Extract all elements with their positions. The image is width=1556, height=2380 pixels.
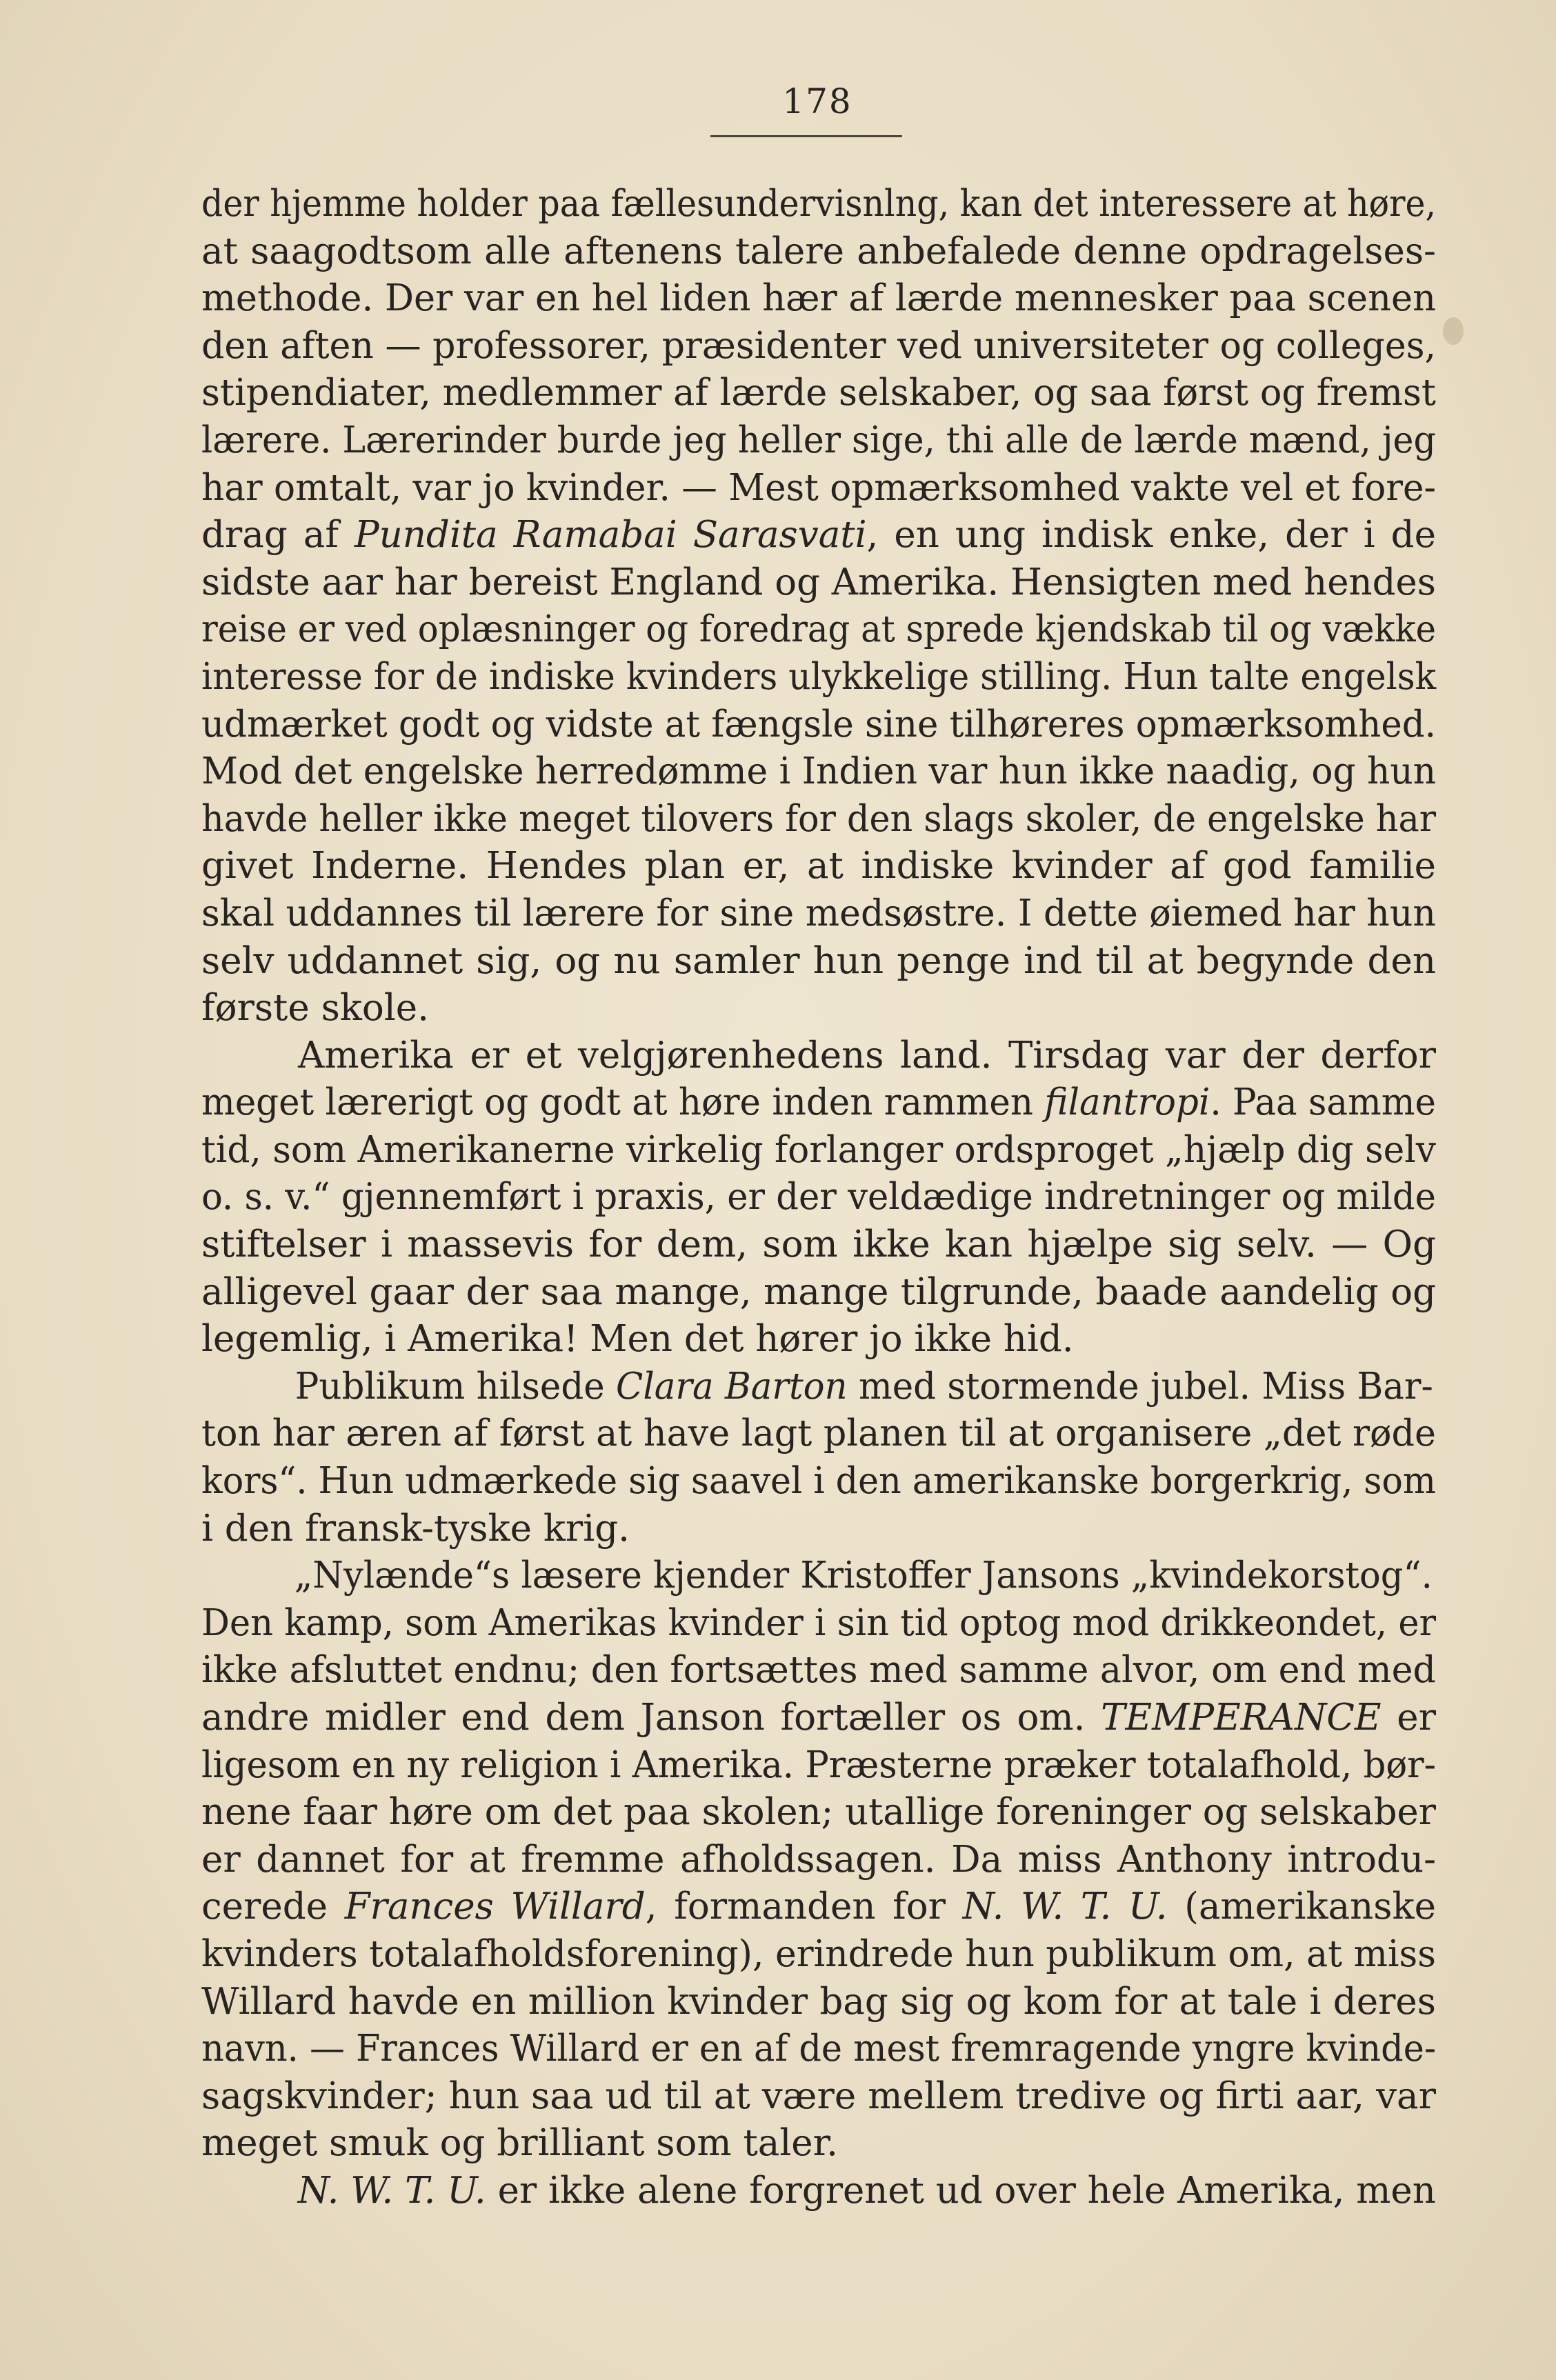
header-rule — [710, 135, 902, 137]
text-segment: Mod det engelske herredømme i Indien var hun ikke naadig, og hun — [201, 750, 1437, 793]
text-line — [201, 796, 1437, 843]
emphasized-text: Pundita Ramabai Sarasvati — [354, 514, 867, 557]
page-number: 178 — [782, 81, 852, 121]
text-line — [201, 606, 1437, 654]
body-text — [201, 181, 1436, 2215]
text-segment: sagskvinder; hun saa ud til at være mellem tredive og firti aar, var — [201, 2074, 1436, 2117]
text-line — [201, 1221, 1436, 1269]
text-segment: at saagodtsom alle aftenens talere anbefalede denne opdragelses- — [201, 230, 1436, 272]
text-line — [201, 1931, 1436, 1979]
text-line — [201, 1174, 1436, 1221]
text-line — [201, 1694, 1436, 1742]
text-line — [201, 2120, 1436, 2168]
text-segment: havde heller ikke meget tilovers for den slags skoler, de engelske har — [201, 797, 1437, 840]
text-segment: Den kamp, som Amerikas kvinder i sin tid optog mod drikkeondet, er — [201, 1601, 1436, 1644]
emphasized-text: TEMPERANCE — [1101, 1697, 1382, 1739]
text-segment: legemlig, i Amerika! Men det hører jo ikke hid. — [201, 1318, 1074, 1361]
text-segment: methode. Der var en hel liden hær af lærde mennesker paa scenen — [201, 277, 1437, 320]
text-segment: givet Inderne. Hendes plan er, at indiske kvinder af god familie — [201, 845, 1437, 888]
text-segment: navn. — Frances Willard er en af de mest fremragende yngre kvinde- — [201, 2028, 1437, 2070]
text-line — [201, 701, 1436, 749]
text-segment: skal uddannes til lærere for sine medsøstre. I dette øiemed har hun — [201, 892, 1436, 934]
text-segment: stipendiater, medlemmer af lærde selskaber, og saa først og fremst — [201, 372, 1437, 414]
text-segment: (amerikanske — [1167, 1886, 1436, 1928]
text-segment: stiftelser i massevis for dem, som ikke kan hjælpe sig selv. — Og — [201, 1223, 1436, 1266]
text-line — [201, 370, 1437, 417]
emphasized-text: N. W. T. U. — [297, 2169, 486, 2212]
text-segment: cerede — [201, 1886, 345, 1928]
text-segment: er ikke alene forgrenet ud over hele Amerika, men — [486, 2169, 1436, 2212]
text-segment: drag af — [201, 514, 355, 557]
text-line — [201, 1837, 1436, 1884]
text-line — [201, 1410, 1436, 1458]
text-line — [201, 938, 1436, 986]
text-line — [201, 2026, 1437, 2073]
text-segment: er dannet for at fremme afholdssagen. Da miss Anthony introdu- — [201, 1838, 1437, 1881]
text-segment: har omtalt, var jo kvinder. — Mest opmærksomhed vakte vel et fore- — [201, 466, 1436, 509]
text-segment: lærere. Lærerinder burde jeg heller sige, thi alle de lærde mænd, jeg — [201, 419, 1436, 461]
text-line — [201, 1742, 1436, 1790]
emphasized-text: filantropi — [1044, 1081, 1210, 1124]
text-line — [201, 1883, 1436, 1931]
text-line — [201, 890, 1436, 938]
text-segment: meget smuk og brilliant som taler. — [201, 2122, 839, 2165]
text-segment: den aften — professorer, præsidenter ved universiteter og colleges, — [201, 324, 1437, 367]
text-line — [201, 417, 1436, 465]
text-segment: interesse for de indiske kvinders ulykkelige stilling. Hun talte engelsk — [201, 655, 1437, 698]
text-segment: sidste aar har bereist England og Amerika. Hensigten med hendes — [201, 561, 1436, 603]
text-line — [201, 1979, 1436, 2026]
text-segment: nene faar høre om det paa skolen; utallige foreninger og selskaber — [201, 1791, 1437, 1834]
text-line — [201, 1269, 1436, 1317]
text-segment: Amerika er et velgjørenhedens land. Tirsdag var der derfor — [298, 1034, 1437, 1077]
text-line — [201, 843, 1436, 890]
text-segment: . Paa samme — [1210, 1081, 1436, 1124]
text-line — [201, 1032, 1436, 1080]
text-segment: første skole. — [201, 987, 429, 1030]
text-line — [201, 1552, 1433, 1600]
text-line — [201, 654, 1437, 701]
text-segment: tid, som Amerikanerne virkelig forlanger ordsproget „hjælp dig selv — [201, 1128, 1437, 1171]
text-segment: med stormende jubel. Miss Bar- — [847, 1365, 1433, 1408]
text-segment: „Nylænde“s læsere kjender Kristoffer Jansons „kvindekorstog“. — [294, 1554, 1433, 1597]
text-segment: i den fransk-tyske krig. — [201, 1507, 630, 1550]
text-segment: udmærket godt og vidste at fængsle sine tilhøreres opmærksomhed. — [201, 703, 1436, 746]
text-segment: andre midler end dem Janson fortæller os om. — [201, 1697, 1101, 1739]
text-line — [201, 985, 1436, 1032]
text-line — [201, 181, 1437, 228]
text-line — [201, 559, 1434, 607]
text-line — [201, 1458, 1436, 1506]
text-segment: ikke afsluttet endnu; den fortsættes med samme alvor, om end med — [201, 1649, 1436, 1692]
text-segment: ligesom en ny religion i Amerika. Præsterne præker totalafhold, bør- — [201, 1743, 1436, 1786]
text-line — [201, 323, 1437, 370]
text-segment: , en ung indisk enke, der i de — [866, 514, 1436, 557]
emphasized-text: Clara Barton — [616, 1365, 848, 1408]
emphasized-text: N. W. T. U. — [962, 1886, 1168, 1928]
text-line — [201, 2073, 1436, 2121]
text-line — [201, 1127, 1437, 1174]
text-line — [201, 748, 1437, 796]
text-segment: , formanden for — [645, 1886, 963, 1928]
text-segment: selv uddannet sig, og nu samler hun penge ind til at begynde den — [201, 939, 1436, 982]
text-line — [201, 1363, 1433, 1411]
text-line — [201, 2168, 1434, 2215]
text-segment: kvinders totalafholdsforening), erindrede hun publikum om, at miss — [201, 1932, 1436, 1975]
text-line — [201, 465, 1436, 512]
paper-stain — [1443, 317, 1464, 345]
text-line — [201, 228, 1436, 276]
text-line — [201, 275, 1437, 323]
text-line — [201, 1789, 1437, 1837]
text-segment: ton har æren af først at have lagt planen til at organisere „det røde — [201, 1412, 1436, 1455]
text-segment: der hjemme holder paa fællesundervisnlng, kan det interessere at høre, — [201, 183, 1437, 225]
text-segment: Publikum hilsede — [295, 1365, 617, 1408]
text-line — [201, 1506, 1436, 1553]
text-segment: kors“. Hun udmærkede sig saavel i den amerikanske borgerkrig, som — [201, 1460, 1436, 1503]
text-segment: alligevel gaar der saa mange, mange tilgrunde, baade aandelig og — [201, 1270, 1437, 1313]
text-segment: o. s. v.“ gjennemført i praxis, er der veldædige indretninger og milde — [201, 1176, 1436, 1219]
text-line — [201, 1079, 1436, 1127]
emphasized-text: Frances Willard — [344, 1886, 646, 1928]
text-segment: Willard havde en million kvinder bag sig og kom for at tale i deres — [201, 1980, 1436, 2023]
text-segment: reise er ved oplæsninger og foredrag at sprede kjendskab til og vække — [201, 608, 1437, 651]
text-line — [201, 1647, 1436, 1694]
text-line — [201, 512, 1436, 559]
text-segment: er — [1381, 1697, 1436, 1739]
text-segment: meget lærerigt og godt at høre inden rammen — [201, 1081, 1045, 1124]
text-line — [201, 1316, 1436, 1363]
text-line — [201, 1600, 1436, 1648]
